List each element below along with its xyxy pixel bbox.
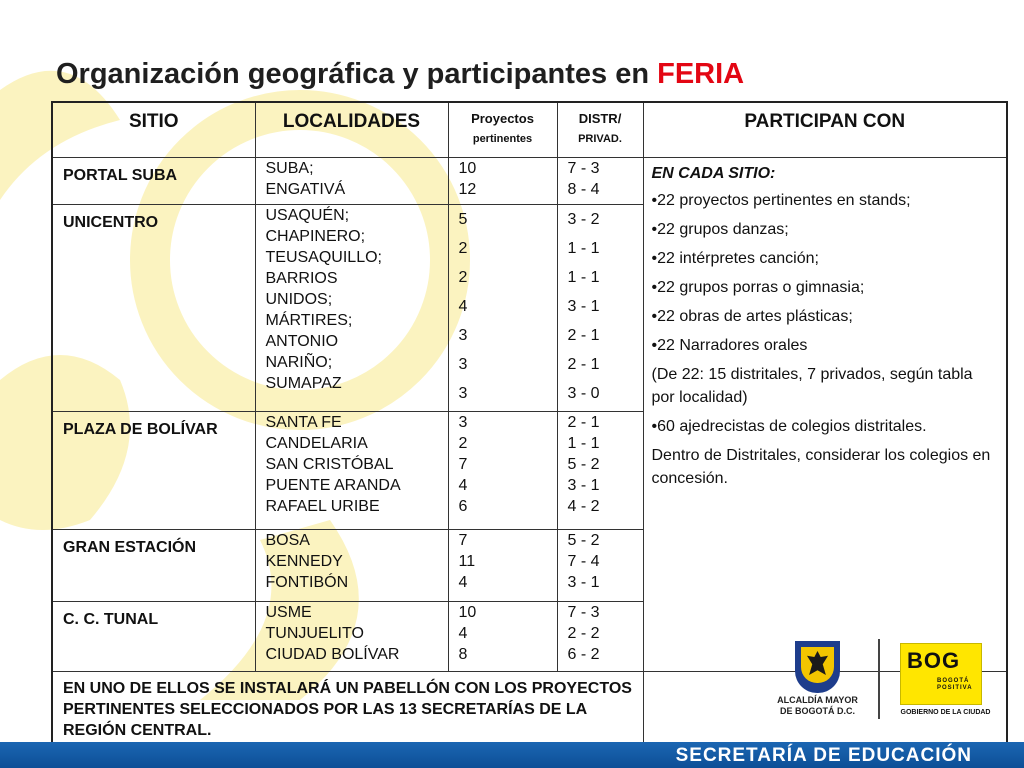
sitio-cell: PLAZA DE BOLÍVAR (52, 412, 255, 530)
sitio-cell: GRAN ESTACIÓN (52, 530, 255, 602)
participan-heading: EN CADA SITIO: (651, 165, 776, 182)
distr-cell: 5 - 2 7 - 4 3 - 1 (557, 530, 643, 602)
footer-note: EN UNO DE ELLOS SE INSTALARÁ UN PABELLÓN CON LOS PROYECTOS PERTINENTES SELECCIONADOS POR LAS 13 SECRETARÍAS DE LA REGIÓN CENTRAL. (52, 672, 643, 744)
participan-item: •60 ajedrecistas de colegios distritales. (651, 418, 927, 435)
bottom-bar (0, 742, 1024, 768)
localidades-cell: USAQUÉN; CHAPINERO; TEUSAQUILLO; BARRIOS UNIDOS; MÁRTIRES; ANTONIO NARIÑO; SUMAPAZ (255, 205, 448, 412)
title-highlight: FERIA (657, 58, 745, 90)
logos-area (760, 633, 1010, 723)
proyectos-cell: 10 4 8 (448, 602, 557, 672)
localidades-cell: SANTA FE CANDELARIA SAN CRISTÓBAL PUENTE ARANDA RAFAEL URIBE (255, 412, 448, 530)
sitio-cell: UNICENTRO (52, 205, 255, 412)
distr-cell: 3 - 2 1 - 1 1 - 1 3 - 1 2 - 1 2 - 1 3 - 0 (557, 205, 643, 412)
alcaldia-label: ALCALDÍA MAYOR DE BOGOTÁ D.C. (777, 695, 858, 716)
localidades-cell: SUBA; ENGATIVÁ (255, 158, 448, 205)
distr-cell: 7 - 3 8 - 4 (557, 158, 643, 205)
proyectos-cell: 3 2 7 4 6 (448, 412, 557, 530)
proyectos-cell: 5 2 2 4 3 3 3 (448, 205, 557, 412)
participan-item: •22 Narradores orales (651, 337, 808, 354)
participan-item: •22 intérpretes canción; (651, 250, 819, 267)
localidades-cell: BOSA KENNEDY FONTIBÓN (255, 530, 448, 602)
gobierno-label: GOBIERNO DE LA CIUDAD (900, 709, 991, 716)
header-sitio: SITIO (52, 102, 255, 158)
participan-cell (643, 158, 1007, 672)
sitio-cell: C. C. TUNAL (52, 602, 255, 672)
page-title: Organización geográfica y participantes en FERIA (56, 58, 745, 90)
participan-item: Dentro de Distritales, considerar los colegios en concesión. (651, 447, 991, 487)
proyectos-cell: 10 12 (448, 158, 557, 205)
header-proyectos: Proyectos pertinentes (448, 102, 557, 158)
table-row (52, 158, 1007, 205)
distr-cell: 2 - 1 1 - 1 5 - 2 3 - 1 4 - 2 (557, 412, 643, 530)
participan-item: •22 obras de artes plásticas; (651, 308, 853, 325)
localidades-cell: USME TUNJUELITO CIUDAD BOLÍVAR (255, 602, 448, 672)
sitio-cell: PORTAL SUBA (52, 158, 255, 205)
distr-cell: 7 - 3 2 - 2 6 - 2 (557, 602, 643, 672)
header-participan: PARTICIPAN CON (643, 102, 1007, 158)
bog-logo: BOG BOGOTÁ POSITIVA (900, 643, 982, 705)
proyectos-cell: 7 11 4 (448, 530, 557, 602)
participan-item: •22 grupos porras o gimnasia; (651, 279, 865, 296)
secretaria-label: SECRETARÍA DE EDUCACIÓN (675, 745, 972, 766)
table-header-row (52, 102, 1007, 158)
participan-item: •22 proyectos pertinentes en stands; (651, 192, 911, 209)
logo-divider (878, 639, 880, 719)
header-localidades: LOCALIDADES (255, 102, 448, 158)
participan-item: •22 grupos danzas; (651, 221, 789, 238)
header-distr: DISTR/ PRIVAD. (557, 102, 643, 158)
participan-item: (De 22: 15 distritales, 7 privados, según tabla por localidad) (651, 366, 973, 406)
bogota-shield-icon (795, 641, 840, 693)
